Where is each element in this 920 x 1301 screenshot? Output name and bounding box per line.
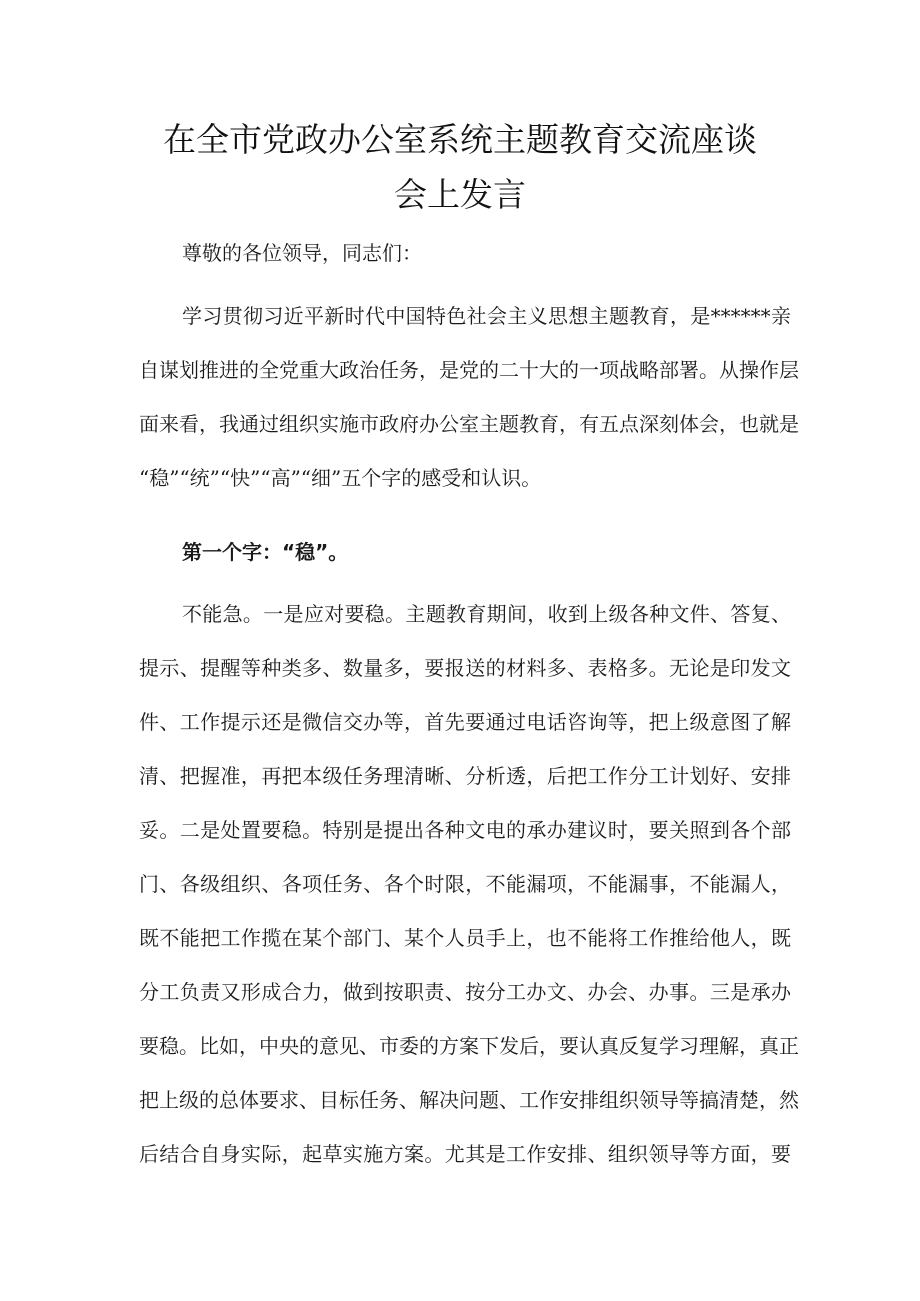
section1-line-10: 把上级的总体要求、目标任务、解决问题、工作安排组织领导等搞清楚，然 [139, 1088, 799, 1112]
section1-line-3: 件、工作提示还是微信交办等，首先要通过电话咨询等，把上级意图了解 [139, 710, 791, 734]
greeting: 尊敬的各位领导，同志们： [182, 241, 422, 265]
document-title-line-2: 会上发言 [394, 175, 526, 214]
section1-line-2: 提示、提醒等种类多、数量多，要报送的材料多、表格多。无论是印发文 [139, 656, 791, 680]
section1-line-11: 后结合自身实际，起草实施方案。尤其是工作安排、组织领导等方面，要 [139, 1142, 791, 1166]
document-title-line-1: 在全市党政办公室系统主题教育交流座谈 [163, 120, 757, 159]
section1-line-8: 分工负责又形成合力，做到按职责、按分工办文、办会、办事。三是承办 [139, 980, 791, 1004]
intro-line-4: “稳”“统”“快”“高”“细”五个字的感受和认识。 [139, 466, 542, 490]
section1-line-7: 既不能把工作揽在某个部门、某个人员手上，也不能将工作推给他人，既 [139, 926, 791, 950]
intro-line-1: 学习贯彻习近平新时代中国特色社会主义思想主题教育，是******亲 [182, 304, 791, 328]
intro-line-2: 自谋划推进的全党重大政治任务，是党的二十大的一项战略部署。从操作层 [139, 358, 799, 382]
section1-line-4: 清、把握准，再把本级任务理清晰、分析透，后把工作分工计划好、安排 [139, 764, 791, 788]
intro-line-3: 面来看，我通过组织实施市政府办公室主题教育，有五点深刻体会，也就是 [139, 412, 799, 436]
section1-line-6: 门、各级组织、各项任务、各个时限，不能漏项，不能漏事，不能漏人， [139, 872, 791, 896]
section1-line-9: 要稳。比如，中央的意见、市委的方案下发后，要认真反复学习理解，真正 [139, 1034, 799, 1058]
section1-line-5: 妥。二是处置要稳。特别是提出各种文电的承办建议时，要关照到各个部 [139, 818, 791, 842]
section1-line-1: 不能急。一是应对要稳。主题教育期间，收到上级各种文件、答复、 [182, 602, 791, 626]
section-heading-1: 第一个字：“稳”。 [182, 540, 349, 564]
